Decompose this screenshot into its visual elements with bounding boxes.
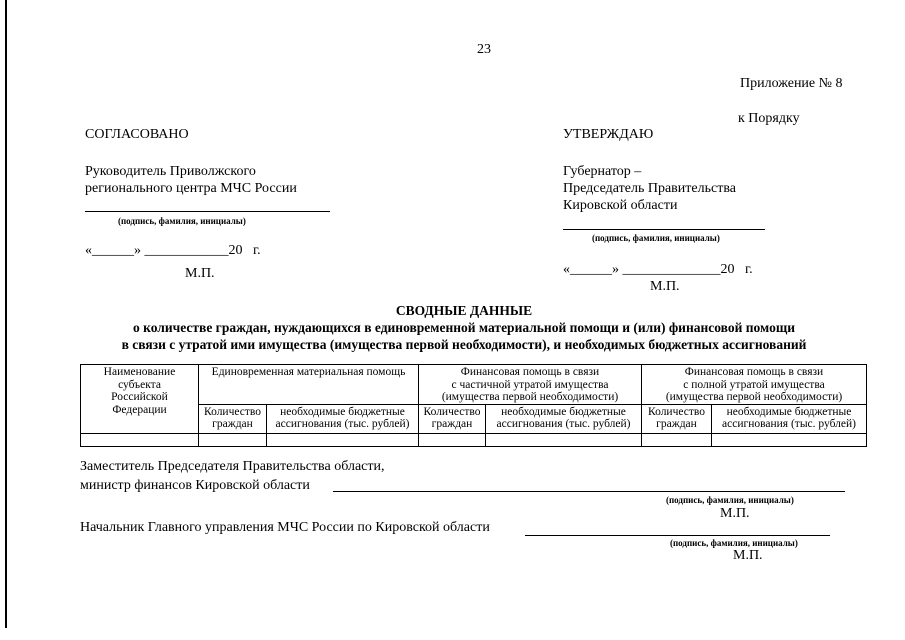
group-header-line: (имущества первой необходимости) (441, 391, 619, 403)
approved-heading: УТВЕРЖДАЮ (563, 127, 654, 142)
agreed-signature-line (85, 211, 330, 212)
budget-header-line: ассигнования (тыс. рублей) (722, 418, 856, 430)
approved-date: «______» ______________20 г. (563, 262, 753, 277)
table-cell (486, 433, 642, 446)
signature-caption: (подпись, фамилия, инициалы) (666, 495, 794, 505)
region-header-line: Наименование (103, 366, 176, 378)
approved-signature-caption: (подпись, фамилия, инициалы) (592, 233, 720, 243)
region-header-line: Федерации (112, 403, 167, 416)
group-header-line: Финансовая помощь в связи (684, 366, 824, 378)
table-cell (419, 433, 486, 446)
budget-header-cell (486, 404, 642, 433)
count-header-line: Количество (423, 405, 481, 418)
budget-header-cell (712, 404, 867, 433)
budget-header-line: необходимые бюджетные (726, 405, 852, 418)
group-header-partial-loss (419, 365, 642, 405)
agreed-position-line: регионального центра МЧС России (85, 181, 297, 196)
budget-header-cell (267, 404, 419, 433)
signatory-position-line: Начальник Главного управления МЧС России по Кировской области (80, 520, 490, 535)
budget-header-line: ассигнования (тыс. рублей) (496, 418, 631, 430)
count-header-cell (199, 404, 267, 433)
approved-position (563, 163, 736, 214)
group-header-line: Финансовая помощь в связи (460, 366, 600, 378)
count-header-cell (419, 404, 486, 433)
group-header-lump-sum (199, 365, 419, 405)
table-header-row (81, 365, 867, 405)
region-header-line: субъекта (118, 378, 161, 391)
count-header-line: Количество (204, 405, 261, 418)
group-header-line: с полной утратой имущества (683, 378, 825, 391)
table-cell (712, 433, 867, 446)
table-cell (81, 433, 199, 446)
agreed-seal: М.П. (185, 266, 215, 281)
signatory-position-line: министр финансов Кировской области (80, 478, 310, 493)
agreed-heading: СОГЛАСОВАНО (85, 127, 189, 142)
count-header-line: граждан (431, 418, 473, 430)
table-empty-row (81, 433, 867, 446)
group-header-line: Единовременная материальная помощь (211, 366, 406, 378)
count-header-cell (642, 404, 712, 433)
approved-position-line: Кировской области (563, 198, 678, 213)
signature-seal: М.П. (720, 506, 750, 521)
approved-signature-line (563, 229, 765, 230)
approved-position-line: Председатель Правительства (563, 181, 736, 196)
scan-margin-line (5, 0, 7, 628)
count-header-line: граждан (212, 418, 253, 430)
budget-header-line: ассигнования (тыс. рублей) (275, 418, 410, 430)
document-title (80, 302, 848, 353)
count-header-line: Количество (648, 405, 705, 418)
signatory-position-line: Заместитель Председателя Правительства области, (80, 459, 385, 474)
budget-header-line: необходимые бюджетные (501, 405, 626, 418)
signature-line (525, 535, 830, 536)
title-heading: СВОДНЫЕ ДАННЫЕ (395, 303, 533, 318)
summary-table (80, 364, 867, 447)
approved-position-line: Губернатор – (563, 164, 642, 179)
signature-seal: М.П. (733, 548, 763, 563)
appendix-reference: к Порядку (738, 111, 800, 126)
group-header-line: с частичной утратой имущества (451, 378, 609, 391)
appendix-number: Приложение № 8 (740, 76, 843, 91)
signature-caption: (подпись, фамилия, инициалы) (670, 538, 798, 548)
budget-header-line: необходимые бюджетные (280, 405, 405, 418)
agreed-position (85, 163, 297, 197)
table-cell (267, 433, 419, 446)
table-cell (199, 433, 267, 446)
page-number: 23 (477, 42, 491, 57)
group-header-line: (имущества первой необходимости) (665, 391, 843, 403)
region-header-line: Российской (111, 391, 168, 403)
table-subheader-row (81, 404, 867, 433)
title-line: о количестве граждан, нуждающихся в единовременной материальной помощи и (или) финансовой помощи (132, 320, 795, 335)
agreed-signature-caption: (подпись, фамилия, инициалы) (118, 216, 246, 226)
table-cell (642, 433, 712, 446)
title-line: в связи с утратой ими имущества (имущества первой необходимости), и необходимых бюджетных ассигнований (121, 337, 807, 352)
agreed-position-line: Руководитель Приволжского (85, 164, 256, 179)
region-header-cell (81, 365, 199, 434)
agreed-date: «______» ____________20 г. (85, 243, 261, 258)
signature-line (333, 491, 845, 492)
group-header-full-loss (642, 365, 867, 405)
approved-seal: М.П. (650, 279, 680, 294)
count-header-line: граждан (656, 418, 697, 430)
